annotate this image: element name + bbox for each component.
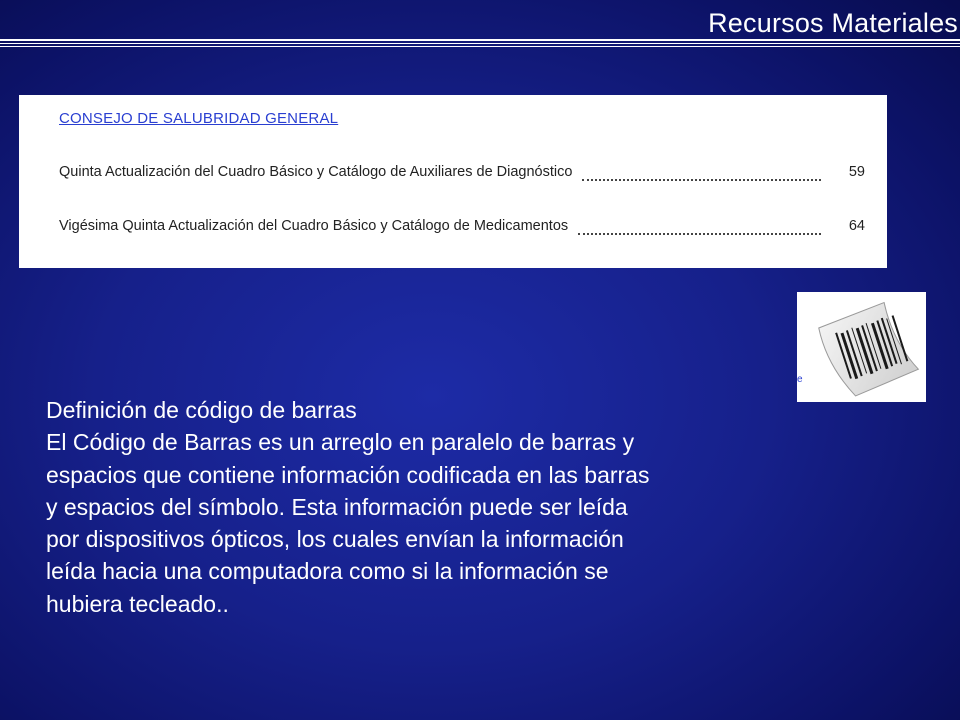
slide-title: Recursos Materiales [708,8,958,38]
toc-entry-page: 64 [848,218,865,234]
toc-leader-dots [578,232,821,235]
toc-header: CONSEJO DE SALUBRIDAD GENERAL [59,110,339,127]
body-line: leída hacia una computadora como si la información se [46,558,609,585]
table-of-contents-image [19,95,887,268]
toc-entry-title: Quinta Actualización del Cuadro Básico y Catálogo de Auxiliares de Diagnóstico [59,164,573,180]
body-line: hubiera tecleado.. [46,590,229,617]
body-line: El Código de Barras es un arreglo en paralelo de barras y [46,429,635,456]
body-line: espacios que contiene información codificada en las barras [46,461,650,488]
body-text [46,394,926,620]
toc-entry [59,164,865,184]
barcode-label-image [797,292,926,402]
toc-leader-dots [582,178,820,181]
title-rule [0,39,960,41]
barcode-label-icon [797,292,926,402]
toc-entry-title: Vigésima Quinta Actualización del Cuadro Básico y Catálogo de Medicamentos [59,218,569,234]
body-line: por dispositivos ópticos, los cuales envían la información [46,526,624,553]
toc-entry-page: 59 [848,164,865,180]
title-rule [0,43,960,44]
barcode-caption: e [797,374,803,385]
body-heading: Definición de código de barras [46,397,357,423]
body-line: y espacios del símbolo. Esta información puede ser leída [46,493,628,520]
title-rule [0,46,960,47]
toc-entry [59,218,865,238]
